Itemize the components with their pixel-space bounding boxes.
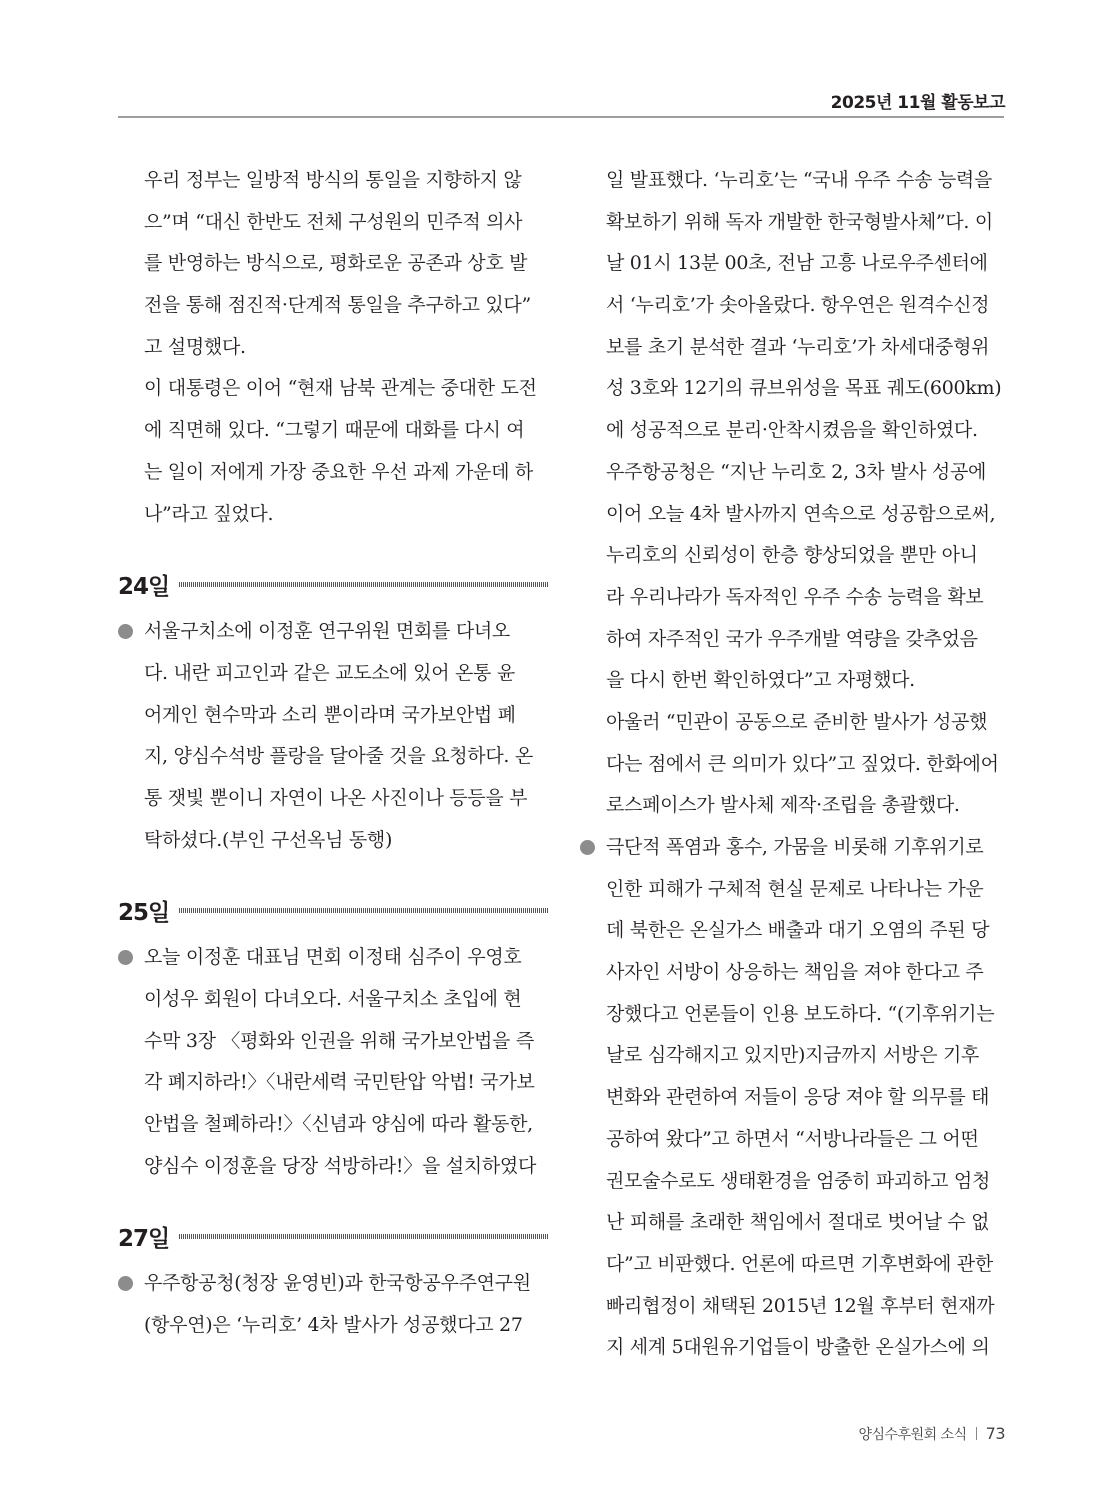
entry-24 [118, 611, 548, 861]
dotted-rule [179, 908, 548, 913]
bullet-icon [118, 624, 133, 639]
text-line: 지, 양심수석방 플랑을 달아줄 것을 요청하다. 온 [144, 745, 533, 768]
text-line: 라 우리나라가 독자적인 우주 수송 능력을 확보 [606, 585, 984, 608]
header-divider [118, 116, 1004, 118]
text-line: 양심수 이정훈을 당장 석방하라!〉을 설치하였다 [144, 1154, 537, 1177]
text-line: 탁하셨다.(부인 구선옥님 동행) [144, 828, 393, 851]
text-line: 빠리협정이 채택된 2015년 12월 후부터 현재까 [606, 1294, 995, 1317]
bullet-icon [118, 1276, 133, 1291]
text-line: 다는 점에서 큰 의미가 있다”고 짚었다. 한화에어 [606, 752, 999, 775]
section-header-27 [118, 1215, 548, 1257]
text-line: 아울러 “민관이 공동으로 준비한 발사가 성공했 [606, 710, 988, 733]
text-line: 성 3호와 12기의 큐브위성을 목표 궤도(600km) [606, 377, 1002, 400]
page-header-title: 2025년 11월 활동보고 [830, 93, 1005, 113]
text-line: 날 01시 13분 00초, 전남 고흥 나로우주센터에 [606, 252, 988, 275]
entry-27 [118, 1263, 548, 1346]
text-line: 고 설명했다. [144, 335, 246, 358]
text-line: 난 피해를 초래한 책임에서 절대로 벗어날 수 없 [606, 1211, 990, 1234]
text-line: 는 일이 저에게 가장 중요한 우선 과제 가운데 하 [144, 460, 533, 483]
text-line: 어게인 현수막과 소리 뿐이라며 국가보안법 폐 [144, 703, 516, 726]
section-title: 25일 [118, 899, 170, 926]
text-line: 통 잿빛 뿐이니 자연이 나온 사진이나 등등을 부 [144, 786, 528, 809]
text-line: 이어 오늘 4차 발사까지 연속으로 성공함으로써, [606, 502, 996, 525]
page-number: 73 [985, 1424, 1005, 1443]
text-line: 서울구치소에 이정훈 연구위원 면회를 다녀오 [118, 611, 548, 653]
text-line: 전을 통해 점진적·단계적 통일을 추구하고 있다” [144, 294, 531, 317]
text-line: 우주항공청은 “지난 누리호 2, 3차 발사 성공에 [606, 460, 987, 483]
intro-paragraph [118, 160, 548, 535]
dotted-rule [179, 1234, 548, 1239]
text-line: 누리호의 신뢰성이 한층 향상되었을 뿐만 아니 [606, 544, 978, 567]
text-line: 다. 내란 피고인과 같은 교도소에 있어 온통 윤 [144, 661, 515, 684]
bullet-icon [580, 840, 595, 855]
text-line: 확보하기 위해 독자 개발한 한국형발사체”다. 이 [606, 210, 993, 233]
text-line: (항우연)은 ‘누리호’ 4차 발사가 성공했다고 27 [144, 1314, 523, 1337]
text-line: 우리 정부는 일방적 방식의 통일을 지향하지 않 [144, 169, 522, 191]
text-line: 를 반영하는 방식으로, 평화로운 공존과 상호 발 [144, 252, 528, 275]
text-line: 일 발표했다. ‘누리호’는 “국내 우주 수송 능력을 [606, 169, 993, 191]
footer-separator [976, 1427, 977, 1440]
entry-27-continued [580, 160, 1010, 827]
section-title: 27일 [118, 1225, 170, 1252]
text-line: 공하여 왔다”고 하면서 “서방나라들은 그 어떤 [606, 1127, 979, 1150]
text-line: 데 북한은 온실가스 배출과 대기 오염의 주된 당 [606, 919, 990, 942]
text-line: 보를 초기 분석한 결과 ‘누리호’가 차세대중형위 [606, 335, 990, 358]
text-line: 안법을 철폐하라!〉〈신념과 양심에 따라 활동한, [144, 1113, 533, 1136]
text-line: 오늘 이정훈 대표님 면회 이정태 심주이 우영호 [118, 937, 548, 979]
text-line: 이성우 회원이 다녀오다. 서울구치소 초입에 현 [144, 988, 522, 1010]
text-line: 에 성공적으로 분리·안착시켰음을 확인하였다. [606, 419, 978, 442]
dotted-rule [179, 582, 548, 587]
text-line: 하여 자주적인 국가 우주개발 역량을 갖추었음 [606, 627, 978, 650]
text-line: 장했다고 언론들이 인용 보도하다. “(기후위기는 [606, 1002, 995, 1025]
text-line: 나”라고 짚었다. [144, 502, 274, 525]
text-line: 수막 3장 〈평화와 인권을 위해 국가보안법을 즉 [144, 1029, 534, 1052]
text-line: 서 ‘누리호’가 솟아올랐다. 항우연은 원격수신정 [606, 294, 990, 317]
text-line: 지 세계 5대원유기업들이 방출한 온실가스에 의 [606, 1336, 990, 1359]
text-line: 을 다시 한번 확인하였다”고 자평했다. [606, 669, 915, 692]
text-line: 각 폐지하라!〉〈내란세력 국민탄압 악법! 국가보 [144, 1071, 535, 1094]
text-line: 우주항공청(청장 윤영빈)과 한국항공우주연구원 [118, 1263, 548, 1305]
text-line: 으”며 “대신 한반도 전체 구성원의 민주적 의사 [144, 210, 523, 233]
text-line: 사자인 서방이 상응하는 책임을 져야 한다고 주 [606, 961, 984, 984]
entry-climate [580, 827, 1010, 1369]
section-title: 24일 [118, 573, 170, 600]
text-line: 로스페이스가 발사체 제작·조립을 총괄했다. [606, 794, 960, 817]
left-column [118, 160, 548, 1347]
entry-25 [118, 937, 548, 1187]
text-line: 변화와 관련하여 저들이 응당 져야 할 의무를 태 [606, 1086, 990, 1109]
bullet-icon [118, 950, 133, 965]
text-line: 인한 피해가 구체적 현실 문제로 나타나는 가운 [606, 877, 984, 900]
text-line: 에 직면해 있다. “그렇기 때문에 대화를 다시 여 [144, 419, 525, 442]
text-line: 이 대통령은 이어 “현재 남북 관계는 중대한 도전 [144, 377, 537, 400]
text-line: 다”고 비판했다. 언론에 따르면 기후변화에 관한 [606, 1252, 993, 1275]
page-footer [858, 1424, 1005, 1444]
section-header-25 [118, 889, 548, 931]
text-line: 날로 심각해지고 있지만)지금까지 서방은 기후 [606, 1044, 980, 1067]
text-line: 권모술수로도 생태환경을 엄중히 파괴하고 엄청 [606, 1169, 991, 1192]
text-line: 극단적 폭염과 홍수, 가뭄을 비롯해 기후위기로 [580, 827, 1010, 869]
right-column [580, 160, 1010, 1369]
section-header-24 [118, 563, 548, 605]
publication-name: 양심수후원회 소식 [858, 1427, 967, 1443]
